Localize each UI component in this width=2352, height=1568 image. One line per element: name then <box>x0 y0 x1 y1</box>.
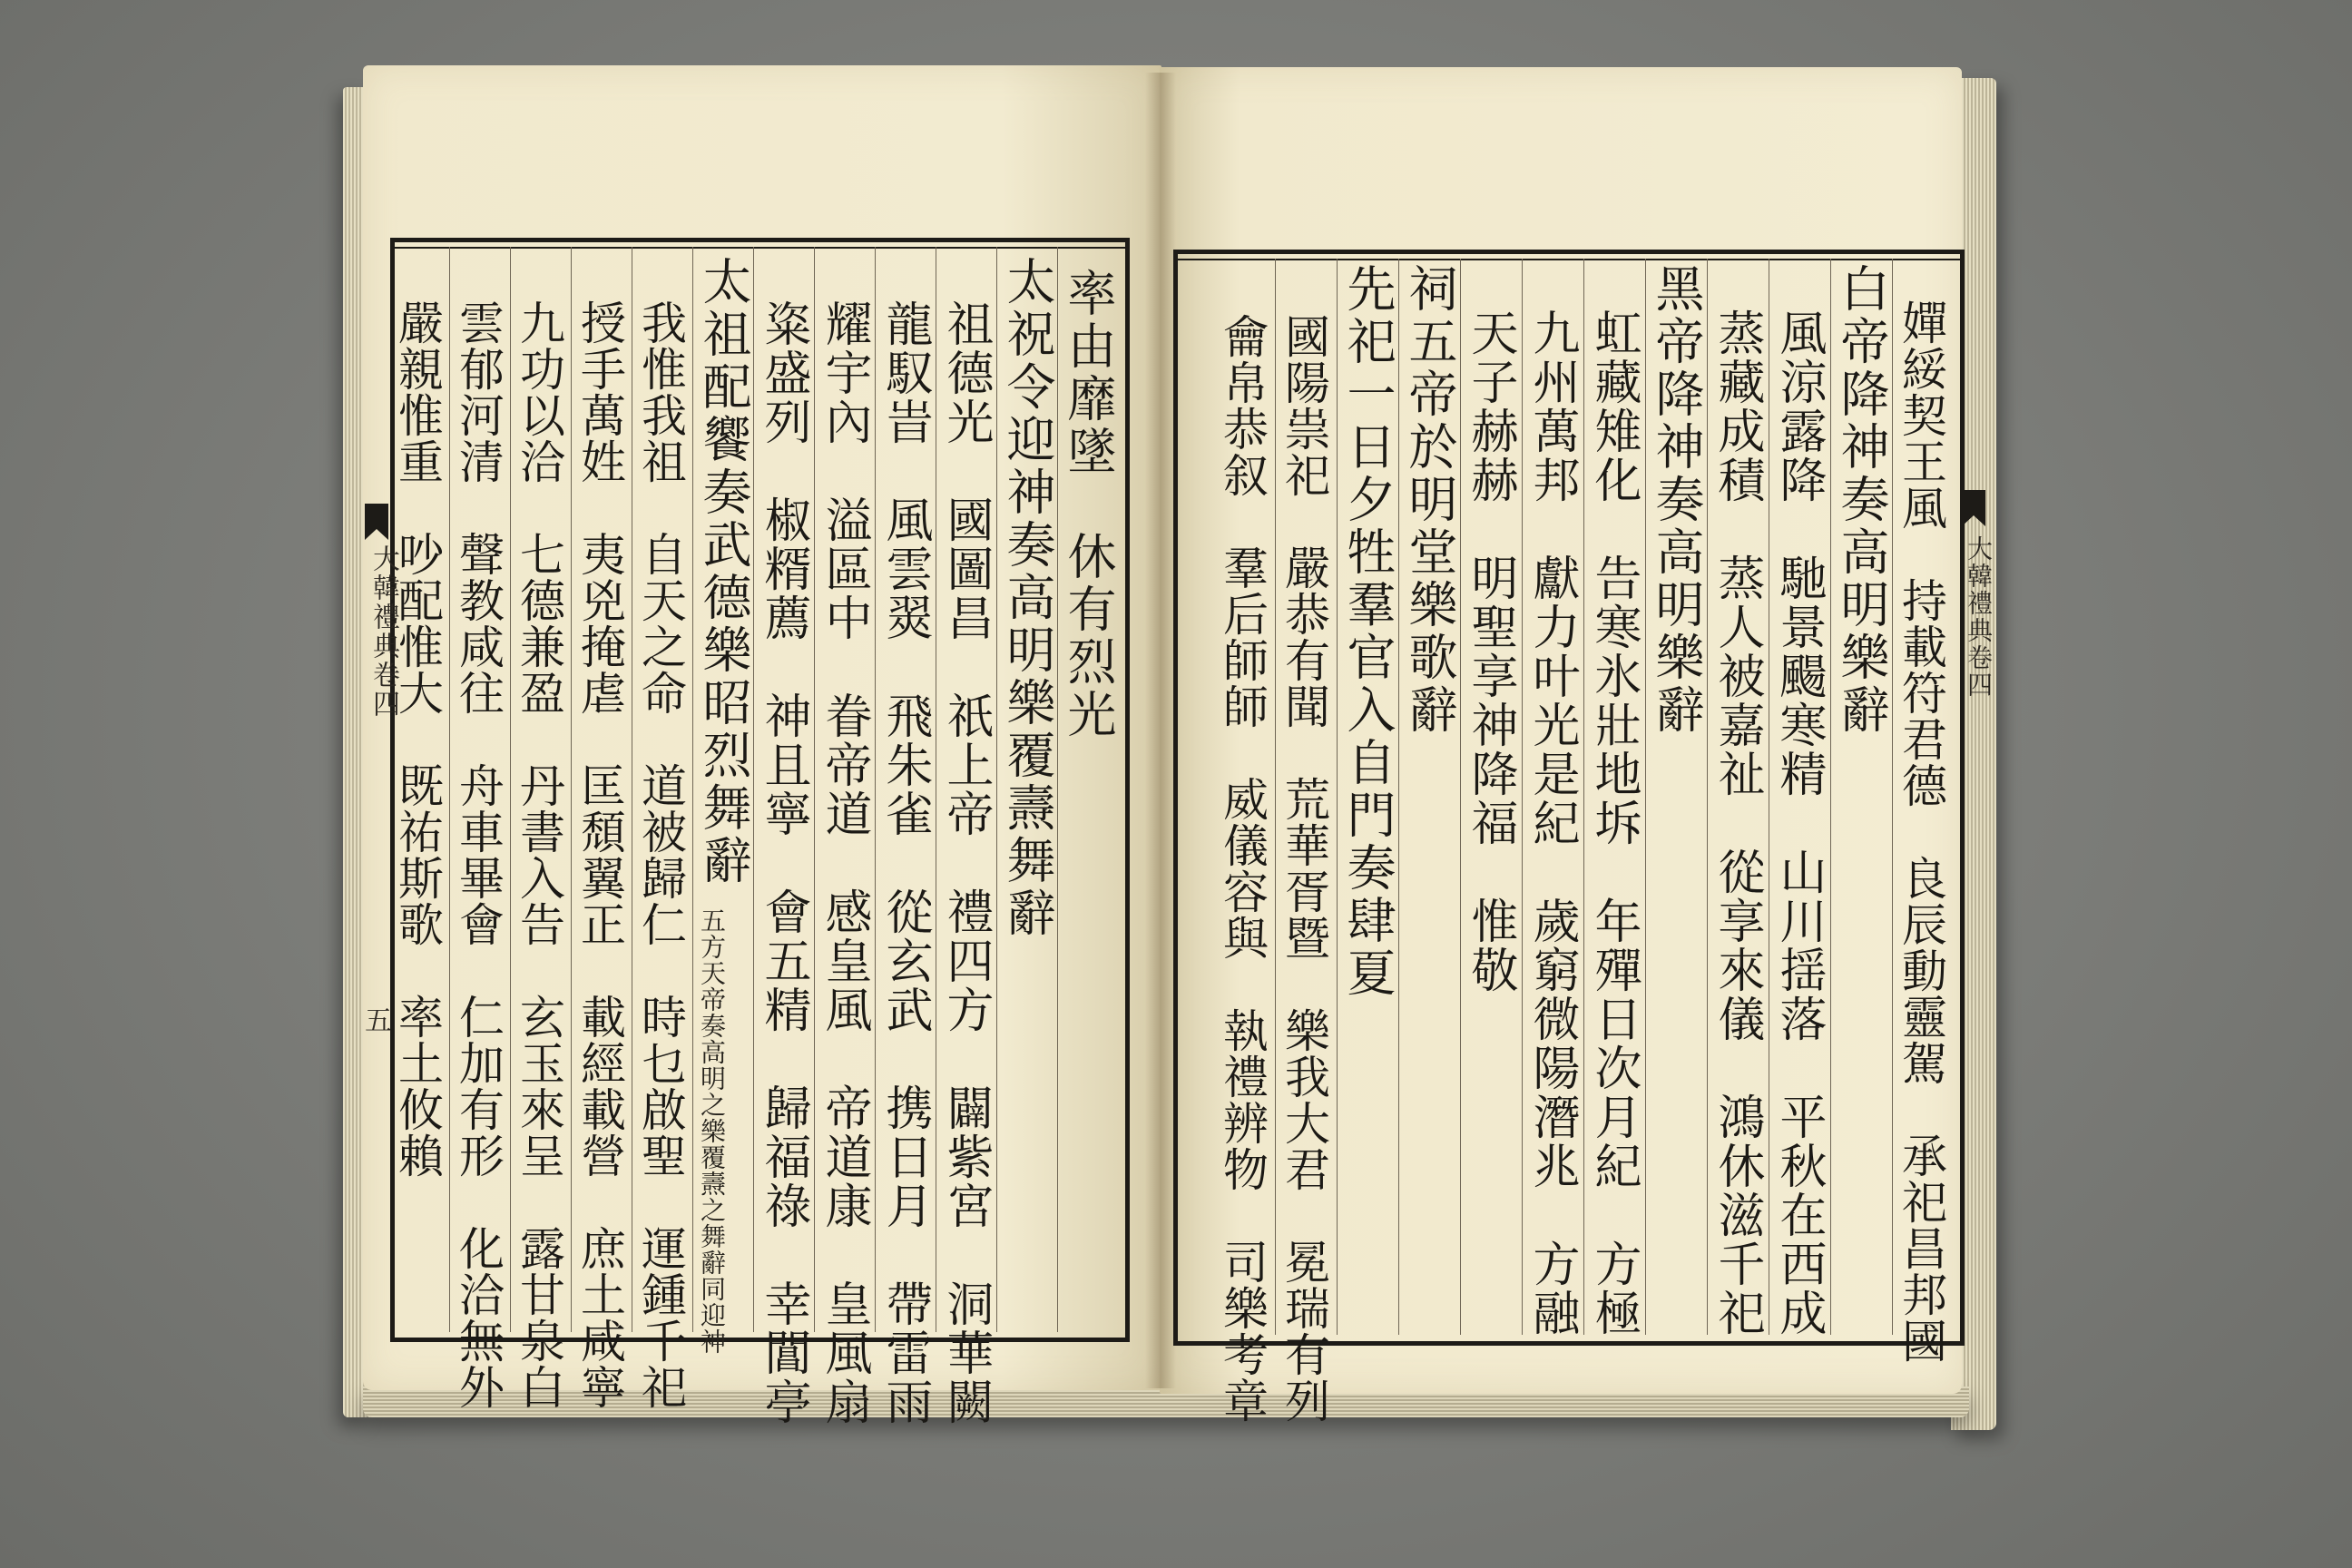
text-column: 白帝降神奏高明樂辭 <box>1833 263 1890 737</box>
text-column: 祠五帝於明堂樂歌辭 <box>1401 263 1458 737</box>
text-column: 風涼露降 馳景颺寒精 山川揺落 平秋在西成 <box>1771 309 1826 1338</box>
text-column: 九功以洽 七德兼盈 丹書入告 玄玉來呈 露甘泉白 <box>513 299 565 1410</box>
margin-title: 大韓禮典卷四 <box>368 544 399 719</box>
left-frame-inner-rule <box>390 247 1130 249</box>
right-frame-inner-rule <box>1173 259 1965 260</box>
column-rule <box>449 247 450 1332</box>
column-rule <box>1398 259 1399 1335</box>
book-gutter <box>1145 73 1176 1388</box>
text-column: 九州萬邦 獻力叶光是紀 歲窮微陽潛兆 方融 <box>1524 309 1579 1338</box>
text-column: 嬋綏契王風 持載符君德 良辰動靈駕 承祀昌邦國 <box>1895 299 1947 1364</box>
column-rule <box>996 247 997 1332</box>
margin-title: 大韓禮典卷四 <box>1964 535 1994 699</box>
annotation-note: 五方天帝奏高明之樂覆燾之舞辭同迎神 <box>697 907 727 1355</box>
column-rule <box>753 247 754 1332</box>
column-rule <box>1522 259 1523 1335</box>
page-number: 五 <box>365 1005 392 1037</box>
column-rule <box>1892 259 1893 1335</box>
text-column: 龠帛恭叙 羣后師師 威儀容與 執禮辨物 司樂考章 <box>1216 313 1269 1424</box>
text-column: 授手萬姓 夷兇掩虐 匡頹翼正 載經載營 庶土咸寧 <box>573 299 626 1410</box>
text-column: 太祝令迎神奏高明樂覆燾舞辭 <box>999 256 1056 940</box>
column-rule <box>814 247 815 1332</box>
text-column: 天子赫赫 明聖享神降福 惟敬 <box>1463 309 1517 995</box>
text-column: 嚴親惟重 吵配惟大 既祐斯歌 率土攸賴 <box>391 299 444 1179</box>
text-column: 率由靡墜 休有烈光 <box>1060 268 1117 741</box>
column-rule <box>1830 259 1831 1335</box>
column-rule <box>1460 259 1461 1335</box>
column-rule <box>1707 259 1708 1335</box>
text-column: 蒸藏成積 蒸人被嘉祉 從享來儀 鴻休滋千祀 <box>1710 309 1764 1338</box>
column-rule <box>1583 259 1584 1335</box>
text-column: 粢盛列 椒糈薦 神且寧 會五精 歸福祿 幸閶亭 <box>756 299 810 1426</box>
column-rule <box>510 247 511 1332</box>
column-rule <box>1275 259 1276 1335</box>
text-column: 虹藏雉化 告寒氷壯地坼 年殫日次月紀 方極 <box>1586 309 1641 1338</box>
text-column: 雲郁河清 聲教咸往 舟車畢會 仁加有形 化洽無外 <box>452 299 505 1410</box>
text-column: 黑帝降神奏高明樂辭 <box>1648 263 1705 737</box>
text-column: 太祖配饗奏武德樂昭烈舞辭 <box>695 256 752 887</box>
column-rule <box>1337 259 1338 1335</box>
text-column: 龍馭旹 風雲翜 飛朱雀 從玄武 携日月 帶雷雨 <box>877 299 932 1426</box>
column-rule <box>1645 259 1646 1335</box>
text-column: 先祀一日夕牲羣官入自門奏肆夏 <box>1339 263 1396 1000</box>
text-column: 我惟我祖 自天之命 道被歸仁 時乜啟聖 運鍾千祀 <box>634 299 687 1410</box>
text-column: 祖德光 國圖昌 祇上帝 禮四方 闢紫宮 洞華闕 <box>938 299 993 1426</box>
text-column: 耀宇內 溢區中 眷帝道 感皇風 帝道康 皇風扇 <box>817 299 871 1426</box>
column-rule <box>692 247 693 1332</box>
column-rule <box>571 247 572 1332</box>
text-column: 國陽祟祀 嚴恭有聞 荒華胥暨 樂我大君 冕瑞有列 <box>1278 313 1330 1424</box>
column-rule <box>875 247 876 1332</box>
column-rule <box>1057 247 1058 1332</box>
